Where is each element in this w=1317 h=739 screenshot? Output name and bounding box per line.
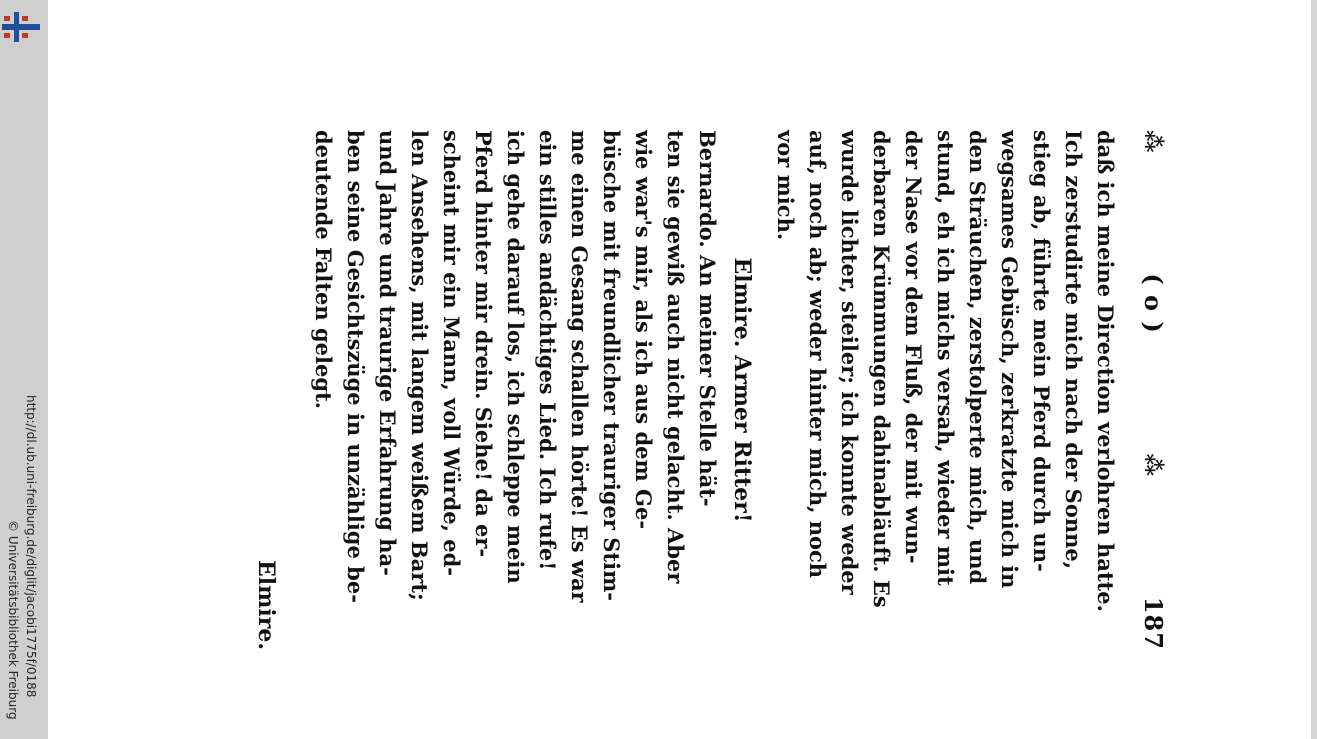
page-number: 187 (1139, 596, 1168, 650)
text-line: und Jahre und traurige Erfahrung ha- (375, 130, 400, 576)
ornament-left-icon: ⁂ (1140, 130, 1167, 154)
copyright-notice: © Universitätsbibliothek Freiburg (6, 520, 20, 720)
ornament-right-icon: ⁂ (1140, 453, 1167, 478)
text-line: der Nase vor dem Fluß, der mit wun- (901, 130, 926, 564)
text-line: len Ansehens, mit langem weißem Bart; (407, 130, 432, 601)
scanned-page (48, 0, 1311, 739)
text-line: me einen Gesang schallen hörte! Es war (567, 130, 592, 603)
text-line: vor mich. (773, 130, 798, 241)
rotated-page-content (253, 130, 1168, 650)
text-line: auf, noch ab; weder hinter mich, noch (805, 130, 830, 579)
library-logo-icon (2, 8, 40, 46)
paragraph-2 (307, 130, 723, 650)
text-line: ten sie gewiß auch nicht gelacht. Aber (663, 130, 688, 584)
viewer-sidebar (0, 0, 48, 739)
text-line: Bernardo. An meiner Stelle hät- (695, 130, 720, 507)
text-line: Ich zerstudirte mich nach der Sonne, (1061, 130, 1086, 570)
text-line: stund, eh ich michs versah, wieder mit (933, 130, 958, 586)
text-line: wurde lichter, steiler; ich konnte weder (837, 130, 862, 595)
text-line: daß ich meine Direction verlohren hatte. (1093, 130, 1118, 612)
text-line: stieg ab, führte mein Pferd durch un- (1029, 130, 1054, 572)
speaker-line: Elmire. Armer Ritter! (729, 257, 755, 523)
page-header (1139, 130, 1168, 650)
text-line: ein stilles andächtiges Lied. Ich rufe! (535, 130, 560, 571)
text-line: derbaren Krümmungen dahinabläuft. Es (869, 130, 894, 608)
text-line: ich gehe darauf los, ich schleppe mein (503, 130, 528, 584)
text-line: wie war's mir, als ich aus dem Ge- (631, 130, 656, 530)
text-line: den Sträuchen, zerstolperte mich, und (965, 130, 990, 585)
right-edge (1311, 0, 1317, 739)
text-line: büsche mit freundlicher trauriger Stim- (599, 130, 624, 602)
text-line: Pferd hinter mir drein. Siehe! da er- (471, 130, 496, 558)
text-line: wegsames Gebüsch, zerkratzte mich in (997, 130, 1022, 589)
text-line: ben seine Gesichtszüge in unzählige be- (343, 130, 368, 603)
text-line: scheint mir ein Mann, voll Würde, ed- (439, 130, 464, 576)
catchword: Elmire. (253, 559, 279, 650)
paragraph-1 (769, 130, 1121, 650)
source-url[interactable]: http://dl.ub.uni-freiburg.de/diglit/jacobi1775f/0188 (24, 395, 38, 698)
text-line: deutende Falten gelegt. (311, 130, 336, 410)
header-center: ( o ) (1139, 273, 1168, 334)
